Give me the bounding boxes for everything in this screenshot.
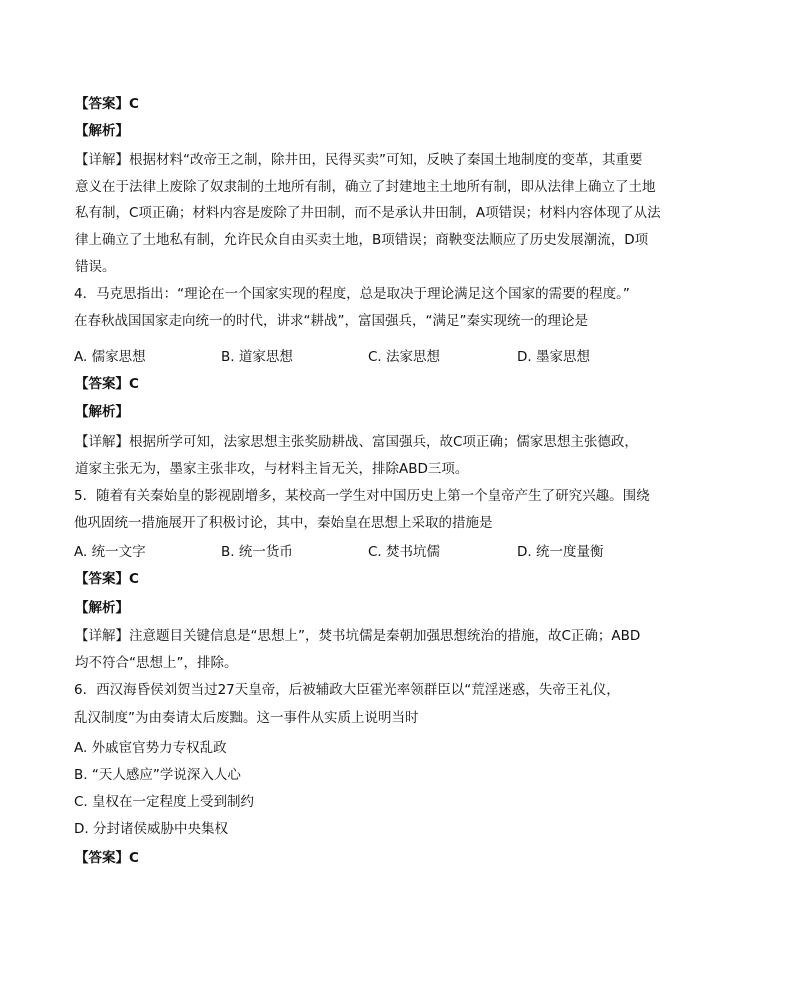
q5-stem-line-1: 5．随着有关秦始皇的影视剧增多，某校高一学生对中国历史上第一个皇帝产生了研究兴趣。围绕 [74, 488, 650, 504]
q6-option-b: B. “天人感应”学说深入人心 [74, 767, 241, 783]
q4-detail-line-1: 【详解】根据所学可知，法家思想主张奖励耕战、富国强兵，故C项正确；儒家思想主张德政， [75, 434, 638, 450]
q3-detail-line-2: 意义在于法律上废除了奴隶制的土地所有制，确立了封建地主土地所有制，即从法律上确立了土地 [75, 179, 656, 195]
q5-option-d: D. 统一度量衡 [517, 544, 604, 560]
q6-option-d: D. 分封诸侯威胁中央集权 [74, 821, 228, 837]
q5-answer: 【答案】C [75, 571, 139, 587]
q6-option-a: A. 外戚宦官势力专权乱政 [74, 740, 227, 756]
q4-stem-line-1: 4．马克思指出：“理论在一个国家实现的程度，总是取决于理论满足这个国家的需要的程度。” [74, 286, 630, 302]
q4-detail-line-2: 道家主张无为，墨家主张非攻，与材料主旨无关，排除ABD三项。 [75, 461, 469, 477]
q3-detail-line-3: 私有制，C项正确；材料内容是废除了井田制，而不是承认井田制，A项错误；材料内容体现了从法 [75, 205, 661, 221]
q5-stem-line-2: 他巩固统一措施展开了积极讨论，其中，秦始皇在思想上采取的措施是 [74, 515, 493, 531]
q3-detail-line-4: 律上确立了土地私有制，允许民众自由买卖土地，B项错误；商鞅变法顺应了历史发展潮流，D项 [75, 232, 649, 248]
q3-detail-line-5: 错误。 [75, 259, 116, 275]
q6-option-c: C. 皇权在一定程度上受到制约 [74, 794, 255, 810]
q4-option-c: C. 法家思想 [368, 349, 441, 365]
q4-option-b: B. 道家思想 [221, 349, 293, 365]
q4-analysis-label: 【解析】 [75, 404, 129, 420]
q6-stem-line-1: 6．西汉海昏侯刘贺当过27天皇帝，后被辅政大臣霍光率领群臣以“荒淫迷惑，失帝王礼仪， [74, 682, 620, 698]
q5-detail-line-1: 【详解】注意题目关键信息是“思想上”，焚书坑儒是秦朝加强思想统治的措施，故C正确；ABD [75, 628, 641, 644]
q6-stem-line-2: 乱汉制度”为由奏请太后废黜。这一事件从实质上说明当时 [74, 710, 419, 726]
q6-answer: 【答案】C [75, 850, 139, 866]
q3-detail-line-1: 【详解】根据材料“改帝王之制，除井田，民得买卖”可知，反映了秦国土地制度的变革，其重要 [75, 152, 643, 168]
q3-answer: 【答案】C [75, 96, 139, 112]
q4-answer: 【答案】C [75, 376, 139, 392]
q4-option-a: A. 儒家思想 [74, 349, 146, 365]
q5-option-b: B. 统一货币 [221, 544, 293, 560]
q3-analysis-label: 【解析】 [75, 123, 129, 139]
q4-option-d: D. 墨家思想 [517, 349, 590, 365]
q5-detail-line-2: 均不符合“思想上”，排除。 [75, 655, 238, 671]
q5-option-c: C. 焚书坑儒 [368, 544, 441, 560]
q4-stem-line-2: 在春秋战国国家走向统一的时代，讲求“耕战”，富国强兵，“满足”秦实现统一的理论是 [74, 313, 588, 329]
q5-analysis-label: 【解析】 [75, 600, 129, 616]
q5-option-a: A. 统一文字 [74, 544, 146, 560]
